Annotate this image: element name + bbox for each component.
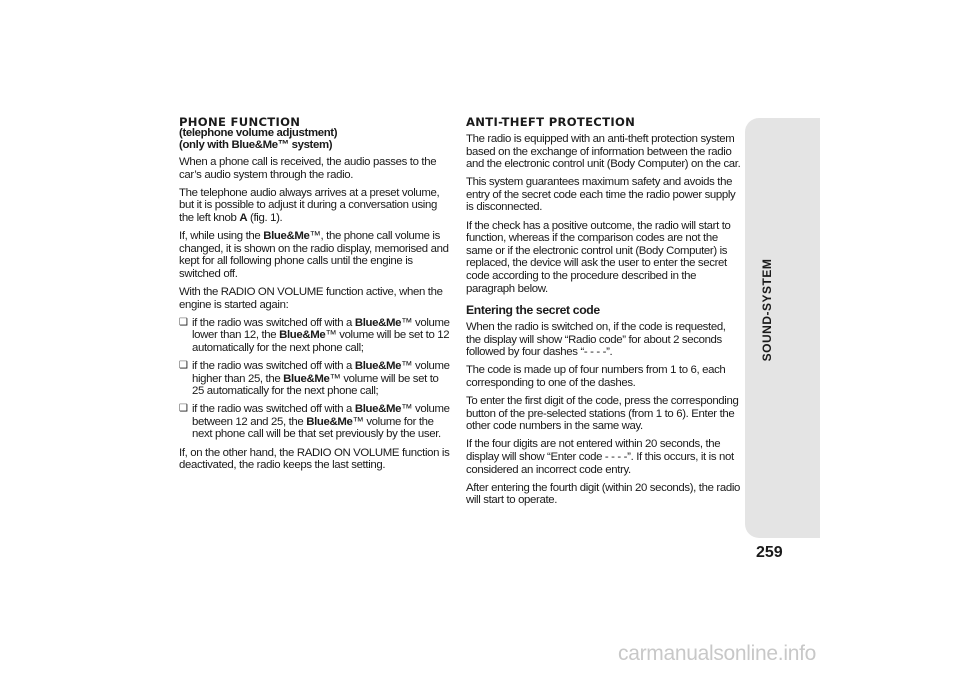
paragraph: To enter the first digit of the code, press the corresponding button of the pre-selected stations (from 1 to 6). Enter the other code numbers in the same way. xyxy=(466,395,739,433)
subheading-line-2: (only with Blue&Me™ system) xyxy=(179,138,333,151)
section-heading-phone-function: PHONE FUNCTION xyxy=(179,115,301,129)
paragraph: When the radio is switched on, if the code is requested, the display will show “Radio code” for about 2 seconds followed by four dashes “- - - -”. xyxy=(466,321,726,359)
brand-name: Blue&Me xyxy=(354,360,402,372)
chapter-side-tab xyxy=(745,118,820,538)
paragraph: When a phone call is received, the audio passes to the car’s audio system through the radio. xyxy=(179,156,437,181)
checkbox-bullet-icon: ❑ xyxy=(179,316,188,328)
list-item: ❑ if the radio was switched off with a Blue&Me™ volume lower than 12, the Blue&Me™ volume will be set to 12 automatically for the next phone call; xyxy=(179,316,450,354)
right-column xyxy=(466,116,742,512)
paragraph: With the RADIO ON VOLUME function active, when the engine is started again: xyxy=(179,286,443,311)
paragraph: After entering the fourth digit (within 20 seconds), the radio will start to operate. xyxy=(466,481,740,507)
brand-name: Blue&Me xyxy=(354,316,402,329)
brand-name: Blue&Me xyxy=(306,415,353,428)
paragraph: The code is made up of four numbers from 1 to 6, each corresponding to one of the dashes. xyxy=(466,364,726,389)
page-number: 259 xyxy=(756,544,783,561)
brand-name: Blue&Me xyxy=(279,329,326,342)
list-item: ❑ if the radio was switched off with a Blue&Me™ volume between 12 and 25, the Blue&Me™ volume for the next phone call will be that set previously by the user. xyxy=(179,403,450,441)
paragraph: This system guarantees maximum safety and avoids the entry of the secret code each time the radio power supply is disconnected. xyxy=(466,176,736,214)
paragraph: The radio is equipped with an anti-theft protection system based on the exchange of information between the radio and the electronic control unit (Body Computer) on the car. xyxy=(466,133,741,171)
paragraph: The telephone audio always arrives at a preset volume, but it is possible to adjust it during a conversation using the left knob A (fig. 1). xyxy=(179,186,440,225)
knob-label: A xyxy=(239,212,248,225)
brand-name: Blue&Me xyxy=(263,230,310,243)
section-subheading xyxy=(179,128,453,151)
watermark: carmanualsonline.info xyxy=(618,642,816,665)
brand-name: Blue&Me xyxy=(283,372,330,385)
paragraph: If the check has a positive outcome, the radio will start to function, whereas if the comparison codes are not the same or if the electronic control unit (Body Computer) is replaced, the device will ask the user to enter the secret code according to the procedure described in the paragraph below. xyxy=(466,219,731,295)
section-title-entering-code: Entering the secret code xyxy=(466,303,600,318)
chapter-tab-label: SOUND-SYSTEM xyxy=(760,258,774,362)
paragraph: If, on the other hand, the RADIO ON VOLUME function is deactivated, the radio keeps the last setting. xyxy=(179,446,450,472)
checkbox-bullet-icon: ❑ xyxy=(179,403,188,415)
subheading-line-1: (telephone volume adjustment) xyxy=(179,127,338,139)
section-heading-anti-theft: ANTI-THEFT PROTECTION xyxy=(466,115,636,129)
list-item: ❑ if the radio was switched off with a Blue&Me™ volume higher than 25, the Blue&Me™ volume will be set to 25 automatically for the next phone call; xyxy=(179,360,450,398)
checkbox-bullet-icon: ❑ xyxy=(179,360,188,371)
left-column xyxy=(179,116,453,477)
brand-name: Blue&Me xyxy=(354,403,402,416)
paragraph: If the four digits are not entered within 20 seconds, the display will show “Enter code - - - -”. If this occurs, it is not considered an incorrect code entry. xyxy=(466,438,734,476)
paragraph: If, while using the Blue&Me™, the phone call volume is changed, it is shown on the radio display, memorised and kept for all following phone calls until the engine is switched off. xyxy=(179,230,449,280)
